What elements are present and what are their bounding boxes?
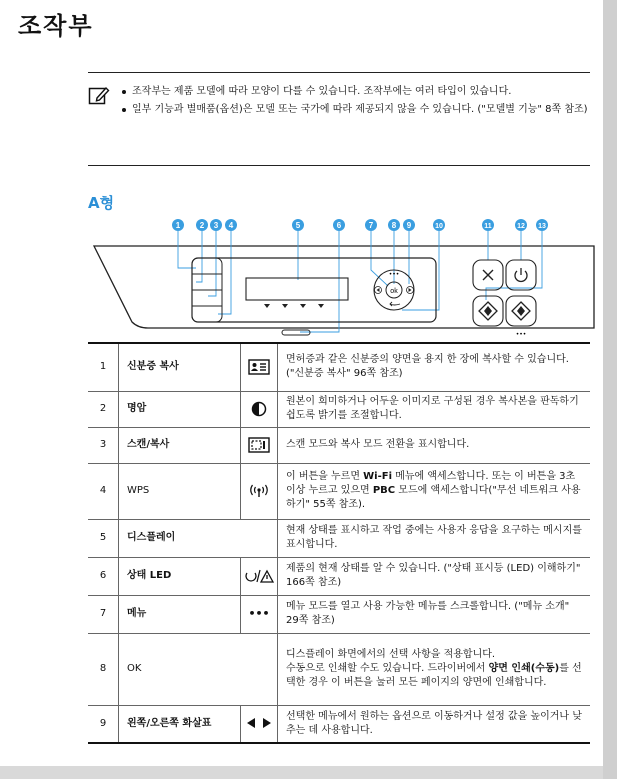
note-item: 조작부는 제품 모델에 따라 모양이 다를 수 있습니다. 조작부에는 여러 타입이 있습니다. xyxy=(122,85,588,99)
row-number: 6 xyxy=(88,557,119,595)
callout-12: 12 xyxy=(517,223,525,230)
page-title: 조작부 xyxy=(18,12,94,40)
row-description: 선택한 메뉴에서 원하는 옵션으로 이동하거나 설정 값을 높이거나 낮추는 데 사용합니다. xyxy=(278,705,591,743)
row-number: 2 xyxy=(88,391,119,427)
table-row xyxy=(88,557,590,595)
row-name: 상태 LED xyxy=(119,557,241,595)
pencil-note-icon xyxy=(88,85,110,107)
control-panel-diagram xyxy=(88,218,600,342)
table-row xyxy=(88,391,590,427)
callout-4: 4 xyxy=(228,221,234,230)
status-led-icon xyxy=(244,569,274,583)
table-row xyxy=(88,427,590,463)
callout-11: 11 xyxy=(484,223,492,230)
row-name: WPS xyxy=(119,463,241,519)
row-number: 9 xyxy=(88,705,119,743)
row-description: 이 버튼을 누르면 Wi-Fi 메뉴에 액세스합니다. 또는 이 버튼을 3초 이상 누르고 있으면 PBC 모드에 액세스합니다("무선 네트워크 사용하기" 55쪽 참조). xyxy=(278,463,591,519)
table-row xyxy=(88,633,590,705)
contrast-icon xyxy=(251,401,267,417)
row-number: 4 xyxy=(88,463,119,519)
row-number: 5 xyxy=(88,519,119,557)
page-shadow xyxy=(603,0,617,779)
callout-2: 2 xyxy=(199,221,205,230)
callout-3: 3 xyxy=(213,221,219,230)
status-led-bar xyxy=(282,330,310,335)
callout-circles xyxy=(172,219,548,231)
table-row xyxy=(88,705,590,743)
row-number: 8 xyxy=(88,633,119,705)
row-name: OK xyxy=(119,633,278,705)
callout-10: 10 xyxy=(435,223,443,230)
row-name: 명암 xyxy=(119,391,241,427)
table-row xyxy=(88,595,590,633)
callout-1: 1 xyxy=(175,221,181,230)
row-description: 면허증과 같은 신분증의 양면을 용지 한 장에 복사할 수 있습니다. ("신분증 복사" 96쪽 참조) xyxy=(278,343,591,391)
callout-7: 7 xyxy=(368,221,374,230)
wps-icon xyxy=(248,484,270,498)
row-name: 신분증 복사 xyxy=(119,343,241,391)
row-description: 스캔 모드와 복사 모드 전환을 표시합니다. xyxy=(278,427,591,463)
callout-6: 6 xyxy=(336,221,342,230)
table-row xyxy=(88,343,590,391)
left-right-arrow-icon xyxy=(246,717,272,729)
table-row xyxy=(88,463,590,519)
row-number: 1 xyxy=(88,343,119,391)
row-number: 7 xyxy=(88,595,119,633)
callout-8: 8 xyxy=(391,221,397,230)
table-row xyxy=(88,519,590,557)
note-item: 일부 기능과 별매품(옵션)은 모델 또는 국가에 따라 제공되지 않을 수 있습니다. ("모델별 기능" 8쪽 참조) xyxy=(122,103,588,117)
row-number: 3 xyxy=(88,427,119,463)
scan-copy-icon xyxy=(248,437,270,453)
menu-dots: ••• xyxy=(388,271,400,278)
button-spec-table xyxy=(88,342,590,744)
callout-9: 9 xyxy=(406,221,412,230)
row-name: 스캔/복사 xyxy=(119,427,241,463)
note-list xyxy=(122,85,588,121)
note-box xyxy=(88,72,590,166)
callout-13: 13 xyxy=(538,223,546,230)
row-description: 메뉴 모드를 열고 사용 가능한 메뉴를 스크롤합니다. ("메뉴 소개" 29쪽 참조) xyxy=(278,595,591,633)
row-description: 제품의 현재 상태를 알 수 있습니다. ("상태 표시등 (LED) 이해하기" 166쪽 참조) xyxy=(278,557,591,595)
row-description: 원본이 희미하거나 어두운 이미지로 구성된 경우 복사본을 판독하기 쉽도록 밝기를 조절합니다. xyxy=(278,391,591,427)
callout-5: 5 xyxy=(295,221,301,230)
id-card-icon xyxy=(248,359,270,375)
menu-dots-icon: ••• xyxy=(241,595,278,633)
row-name: 메뉴 xyxy=(119,595,241,633)
ok-label: ok xyxy=(390,288,398,295)
row-name: 왼쪽/오른쪽 화살표 xyxy=(119,705,241,743)
row-description: 디스플레이 화면에서의 선택 사항을 적용합니다. 수동으로 인쇄할 수도 있습니다. 드라이버에서 양면 인쇄(수동)를 선택한 경우 이 버튼을 눌러 모든 페이지의 양면에 인쇄합니다. xyxy=(278,633,591,705)
section-title: A형 xyxy=(88,194,115,212)
row-description: 현재 상태를 표시하고 작업 중에는 사용자 응답을 요구하는 메시지를 표시합니다. xyxy=(278,519,591,557)
row-name: 디스플레이 xyxy=(119,519,278,557)
more-dots: ••• xyxy=(515,331,527,338)
